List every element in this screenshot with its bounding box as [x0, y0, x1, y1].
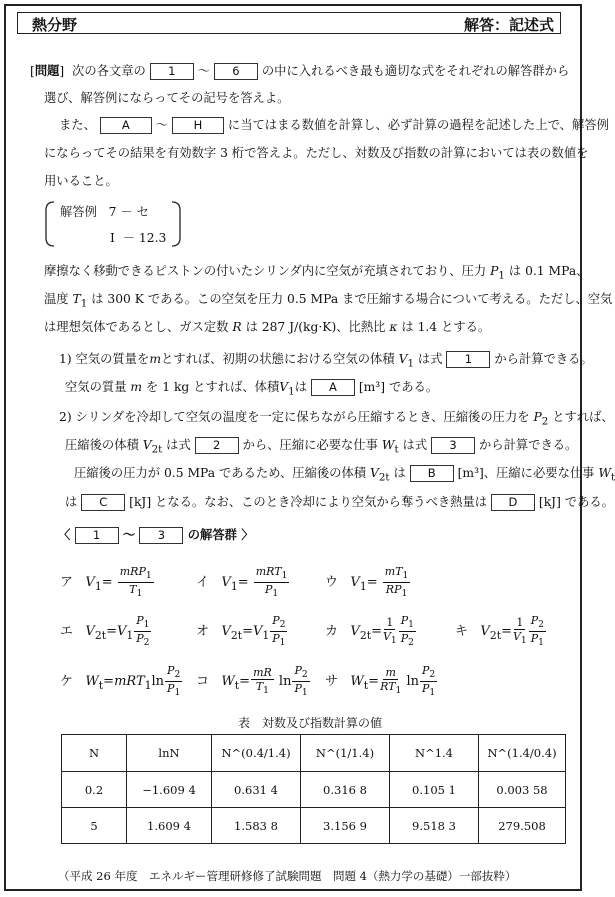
q2-text: 圧縮後の体積: [65, 438, 139, 452]
q2-text: [kJ] となる。なお、このとき冷却により空気から奪うべき熱量は: [129, 495, 488, 509]
choice-i: イ $V_1=$ $\frac{mRT_1}{P_1}$: [196, 565, 288, 600]
body-text: 摩擦なく移動できるピストンの付いたシリンダ内に空気が充填されており、圧力: [44, 264, 487, 278]
section-header: [17, 12, 561, 34]
q1-text: を 1 kg とすれば、体積: [146, 380, 280, 394]
table-header-row: [62, 735, 566, 772]
table-cell: −1.609 4: [127, 772, 212, 808]
table-row: [62, 808, 566, 844]
q2-text: [m³]、圧縮に必要な仕事: [457, 466, 595, 480]
q1-text: は式: [417, 352, 443, 366]
table-cell: 5: [62, 808, 127, 844]
table-cell: 279.508: [479, 808, 566, 844]
q1-text: は: [294, 380, 307, 394]
choice-label: ア: [60, 575, 74, 591]
q2-text: は: [393, 466, 406, 480]
q2-text: とすれば、: [552, 410, 614, 424]
choice-o: オ $V_{2t}=V_1$ $\frac{P_2}{P_1}$: [196, 614, 286, 649]
body-line-2: 温度 $T_1$ は 300 K である。この空気を圧力 0.5 MPa まで圧縮する場合について考える。ただし、空気: [44, 292, 613, 310]
choice-label: ケ: [60, 674, 74, 690]
blank-H: H: [172, 117, 224, 134]
choice-label: キ: [455, 624, 469, 640]
intro-line-1: [問題] 次の各文章の 1 ～ 6 の中に入れるべき最も適切な式をそれぞれの解答群から: [30, 64, 570, 78]
blank-6: 6: [214, 63, 258, 80]
table-cell: 9.518 3: [390, 808, 479, 844]
dash: －: [120, 205, 133, 219]
col-header-n: N: [62, 735, 127, 772]
example-answer: セ: [136, 205, 149, 219]
q2-line-1: 2) シリンダを冷却して空気の温度を一定に保ちながら圧縮するとき、圧縮後の圧力を $P_2$ とすれば、: [59, 410, 614, 428]
q2-line-4: [65, 493, 614, 511]
table-cell: 0.316 8: [301, 772, 390, 808]
tilde: ～: [155, 118, 169, 132]
col-header-n-pow-1.4-0.4: N^(1.4/0.4): [479, 735, 566, 772]
example-label: 解答例: [60, 205, 97, 219]
q2-text: は式: [166, 438, 191, 452]
choice-sa: サ $W_t=$ $\frac{m}{RT_1}$ ln $\frac{P_2}{P_1}$: [325, 664, 436, 699]
q1-line-1: 1) 空気の質量をmとすれば、初期の状態における空気の体積 $V_1$ は式 1 から計算できる。: [59, 352, 593, 370]
blank-D: D: [491, 494, 535, 511]
q1-line-2: 空気の質量 m を 1 kg とすれば、体積$V_1$は A [m³] である。: [65, 380, 439, 398]
intro-line-5: 用いること。: [44, 174, 118, 188]
choice-ki: キ $V_{2t}=$ $\frac{1}{V_1}$ $\frac{P_2}{P_1}$: [455, 614, 544, 649]
table-cell: 3.156 9: [301, 808, 390, 844]
example-row-1: [60, 203, 149, 221]
example-number: 7: [108, 205, 117, 219]
intro-text: に当てはまる数値を計算し、必ず計算の過程を記述した上で、解答例: [227, 118, 609, 132]
body-text: は 1.4 とする。: [401, 320, 491, 334]
body-text: 温度: [44, 292, 69, 306]
q2-text: は: [65, 495, 78, 509]
example-letter: I: [110, 231, 115, 245]
dash: －: [122, 231, 135, 245]
choices-label: の解答群: [187, 528, 237, 542]
q2-text: [kJ] である。: [538, 495, 614, 509]
q2-text: 圧縮後の圧力が 0.5 MPa であるため、圧縮後の体積: [74, 466, 367, 480]
body-line-3: は理想気体であるとし、ガス定数 R は 287 J/(kg·K)、比熱比 κ は 1.4 とする。: [44, 320, 491, 334]
blank-2: 2: [195, 437, 239, 454]
col-header-lnn: lnN: [127, 735, 212, 772]
col-header-n-pow-0.4-1.4: N^(0.4/1.4): [212, 735, 301, 772]
table-row: [62, 772, 566, 808]
col-header-n-pow-1.4: N^1.4: [390, 735, 479, 772]
q2-text: から、圧縮に必要な仕事: [242, 438, 378, 452]
intro-text: の中に入れるべき最も適切な式をそれぞれの解答群から: [261, 64, 570, 78]
question-label: 問題: [34, 64, 60, 78]
example-value: 12.3: [138, 231, 167, 245]
choice-ka: カ $V_{2t}=$ $\frac{1}{V_1}$ $\frac{P_1}{P_2}$: [325, 614, 414, 649]
table-cell: 0.003 58: [479, 772, 566, 808]
choice-label: オ: [196, 624, 210, 640]
body-text: は理想気体であるとし、ガス定数: [44, 320, 229, 334]
q2-text: は式: [402, 438, 428, 452]
choice-label: イ: [196, 575, 210, 591]
table-cell: 0.631 4: [212, 772, 301, 808]
table-cell: 1.583 8: [212, 808, 301, 844]
body-text: は 287 J/(kg·K)、比熱比: [245, 320, 386, 334]
q1-text: [m³] である。: [358, 380, 439, 394]
choice-ko: コ $W_t=$ $\frac{mR}{T_1}$ ln $\frac{P_2}{P_1}$: [196, 664, 308, 699]
blank-3: 3: [431, 437, 475, 454]
q1-text: 空気の質量: [65, 380, 127, 394]
choices-header: [58, 526, 254, 544]
q2-line-3: 圧縮後の圧力が 0.5 MPa であるため、圧縮後の体積 $V_{2t}$ は B [m³]、圧縮に必要な仕事 $W_t$: [74, 466, 615, 484]
blank-B: B: [410, 465, 454, 482]
blank-1: 1: [75, 527, 119, 544]
choice-a: ア $V_1=$ $\frac{mRP_1}{T_1}$: [60, 565, 152, 600]
choice-e: エ $V_{2t}=V_1$ $\frac{P_1}{P_2}$: [60, 614, 150, 649]
choice-ke: ケ $W_t=mRT_1\ln$ $\frac{P_2}{P_1}$: [60, 664, 181, 699]
blank-C: C: [81, 494, 125, 511]
choice-label: エ: [60, 624, 74, 640]
body-text: は 300 K である。この空気を圧力 0.5 MPa まで圧縮する場合について考える。ただし、空気: [91, 292, 613, 306]
intro-line-3: [59, 116, 609, 134]
q1-text: 1) 空気の質量を: [59, 352, 150, 366]
q2-text: から計算できる。: [478, 438, 578, 452]
intro-line-2: 選び、解答例にならってその記号を答えよ。: [44, 91, 290, 105]
q2-text: 2) シリンダを冷却して空気の温度を一定に保ちながら圧縮するとき、圧縮後の圧力を: [59, 410, 530, 424]
choice-label: コ: [196, 674, 210, 690]
log-exp-table: [61, 734, 566, 844]
table-cell: 0.2: [62, 772, 127, 808]
choice-label: ウ: [325, 575, 339, 591]
table-cell: 1.609 4: [127, 808, 212, 844]
intro-text: 次の各文章の: [72, 64, 146, 78]
table-caption: 表 対数及び指数計算の値: [238, 716, 383, 730]
blank-3: 3: [139, 527, 183, 544]
bracket: 〉: [241, 528, 254, 542]
intro-line-4: にならってその結果を有効数字 3 桁で答えよ。ただし、対数及び指数の計算においては表の数値を: [44, 146, 589, 160]
bracket: 〈: [58, 528, 71, 542]
tilde: ～: [197, 64, 210, 78]
choice-label: カ: [325, 624, 339, 640]
q2-line-2: 圧縮後の体積 $V_{2t}$ は式 2 から、圧縮に必要な仕事 $W_t$ は式 3 から計算できる。: [65, 438, 578, 456]
q1-text: とすれば、初期の状態における空気の体積: [160, 352, 395, 366]
blank-1: 1: [446, 351, 490, 368]
blank-A: A: [311, 379, 355, 396]
header-subject: 熱分野: [32, 16, 78, 34]
tilde: ～: [122, 528, 136, 542]
col-header-n-pow-1-1.4: N^(1/1.4): [301, 735, 390, 772]
body-line-1: 摩擦なく移動できるピストンの付いたシリンダ内に空気が充填されており、圧力 $P_1$ は 0.1 MPa、: [44, 264, 589, 282]
body-text: は 0.1 MPa、: [508, 264, 589, 278]
q1-text: から計算できる。: [494, 352, 593, 366]
blank-A: A: [100, 117, 152, 134]
example-row-2: [110, 229, 166, 247]
choice-u: ウ $V_1=$ $\frac{mT_1}{RP_1}$: [325, 565, 409, 600]
source-footer: （平成 26 年度 エネルギー管理研修修了試験問題 問題 4（熱力学の基礎）一部抜粋）: [58, 869, 517, 883]
choice-label: サ: [325, 674, 339, 690]
header-answer-type: 解答：記述式: [463, 16, 554, 34]
intro-text: また、: [59, 118, 96, 132]
blank-1: 1: [150, 63, 194, 80]
table-cell: 0.105 1: [390, 772, 479, 808]
